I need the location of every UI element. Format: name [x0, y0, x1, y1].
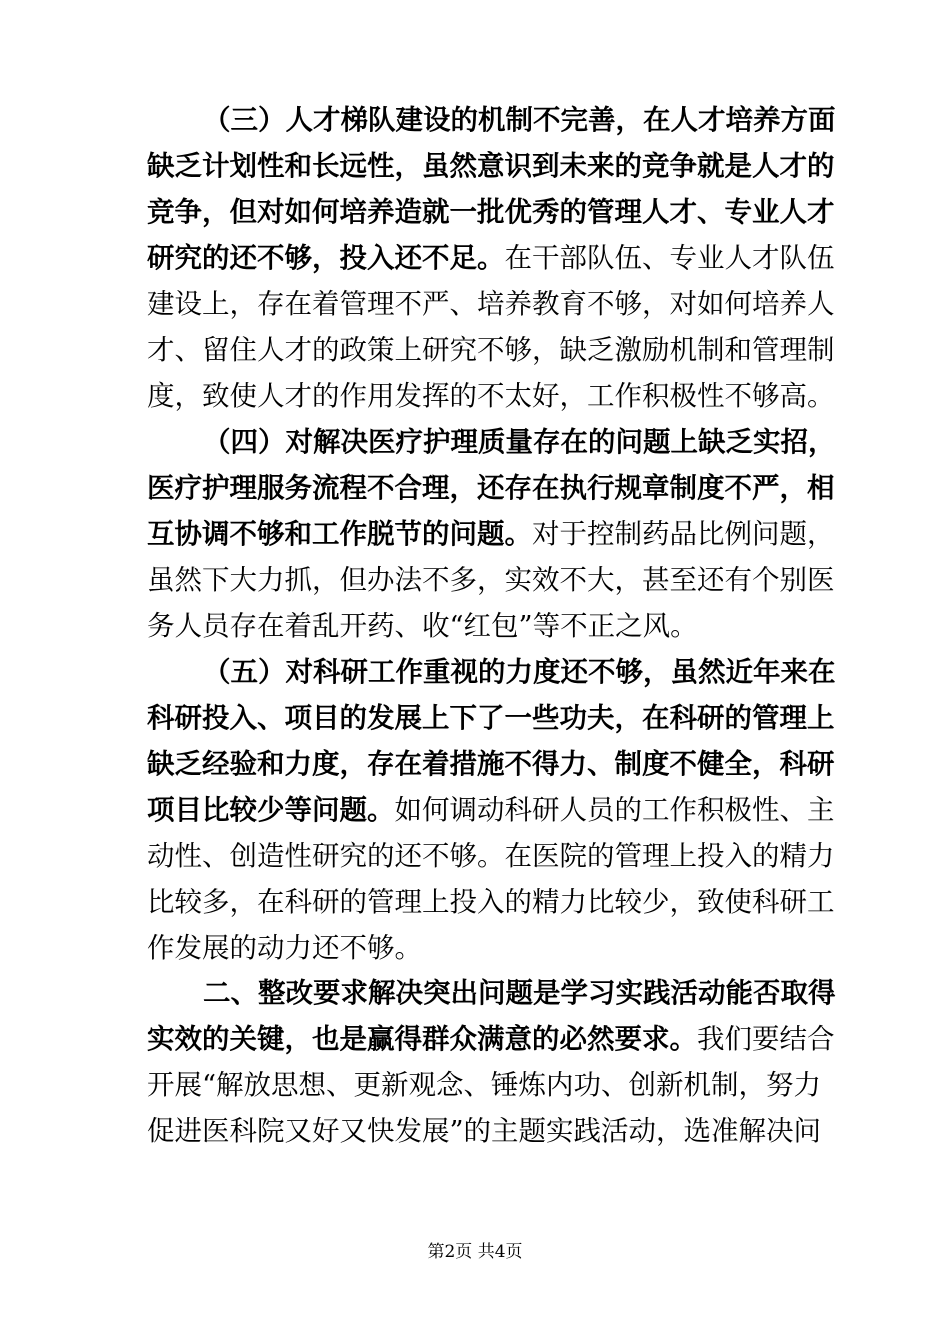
text-run: 度，致使人才的作用发挥的不太好，工作积极性不够高。	[147, 380, 835, 412]
paragraph-1-line-1	[203, 97, 836, 143]
text-run: 比较多，在科研的管理上投入的精力比较少，致使科研工	[147, 886, 835, 918]
text-run: 务人员存在着乱开药、收“红包”等不正之风。	[147, 610, 698, 642]
text-run: 我们要结合	[697, 1023, 835, 1055]
text-run: 缺乏经验和力度，存在着措施不得力、制度不健全，科研	[147, 748, 835, 780]
text-run: 虽然下大力抓，但办法不多，实效不大，甚至还有个别医	[147, 564, 835, 596]
paragraph-2-line-4	[147, 557, 835, 603]
text-run: 二、整改要求解决突出问题是学习实践活动能否取得	[203, 977, 836, 1009]
text-run: （五）对科研工作重视的力度还不够，虽然近年来在	[203, 656, 836, 688]
paragraph-2-line-2	[147, 465, 835, 511]
paragraph-3-line-4	[147, 787, 835, 833]
paragraph-3-line-6	[147, 879, 835, 925]
paragraph-3-line-3	[147, 741, 835, 787]
text-run: 建设上，存在着管理不严、培养教育不够，对如何培养人	[147, 288, 835, 320]
paragraph-1-line-3	[147, 189, 835, 235]
text-run: 实效的关键，也是赢得群众满意的必然要求。	[147, 1023, 697, 1055]
paragraph-4-line-1	[203, 970, 836, 1016]
paragraph-1-line-7	[147, 373, 835, 419]
text-run: 开展“解放思想、更新观念、锤炼内功、创新机制，努力	[147, 1069, 822, 1101]
text-run: 才、留住人才的政策上研究不够，缺乏激励机制和管理制	[147, 334, 835, 366]
text-run: 科研投入、项目的发展上下了一些功夫，在科研的管理上	[147, 702, 835, 734]
text-run: 促进医科院又好又快发展”的主题实践活动，选准解决问	[147, 1115, 822, 1147]
paragraph-4-line-4	[147, 1108, 822, 1154]
paragraph-1-line-5	[147, 281, 835, 327]
text-run: （四）对解决医疗护理质量存在的问题上缺乏实招，	[203, 426, 836, 458]
text-run: 如何调动科研人员的工作积极性、主	[394, 794, 835, 826]
paragraph-3-line-5	[147, 833, 835, 879]
paragraph-3-line-2	[147, 695, 835, 741]
text-run: 在干部队伍、专业人才队伍	[504, 242, 835, 274]
text-run: 缺乏计划性和长远性，虽然意识到未来的竞争就是人才的	[147, 150, 835, 182]
paragraph-2-line-5	[147, 603, 807, 649]
text-run: 竞争，但对如何培养造就一批优秀的管理人才、专业人才	[147, 196, 835, 228]
paragraph-1-line-4	[147, 235, 835, 281]
text-run: 动性、创造性研究的还不够。在医院的管理上投入的精力	[147, 840, 835, 872]
paragraph-4-line-3	[147, 1062, 822, 1108]
paragraph-4-line-2	[147, 1016, 835, 1062]
text-run: 作发展的动力还不够。	[147, 932, 422, 964]
paragraph-3-line-7	[147, 925, 807, 971]
text-run: 项目比较少等问题。	[147, 794, 395, 826]
text-run: 互协调不够和工作脱节的问题。	[147, 518, 532, 550]
paragraph-3-line-1	[203, 649, 836, 695]
paragraph-2-line-1	[203, 419, 836, 465]
paragraph-2-line-3	[147, 511, 835, 557]
paragraph-1-line-2	[147, 143, 835, 189]
text-run: 对于控制药品比例问题，	[532, 518, 835, 550]
page-footer: 第2页 共4页	[427, 1242, 523, 1262]
text-run: 研究的还不够，投入还不足。	[147, 242, 505, 274]
paragraph-1-line-6	[147, 327, 835, 373]
text-run: 医疗护理服务流程不合理，还存在执行规章制度不严，相	[147, 472, 835, 504]
text-run: （三）人才梯队建设的机制不完善，在人才培养方面	[203, 104, 836, 136]
